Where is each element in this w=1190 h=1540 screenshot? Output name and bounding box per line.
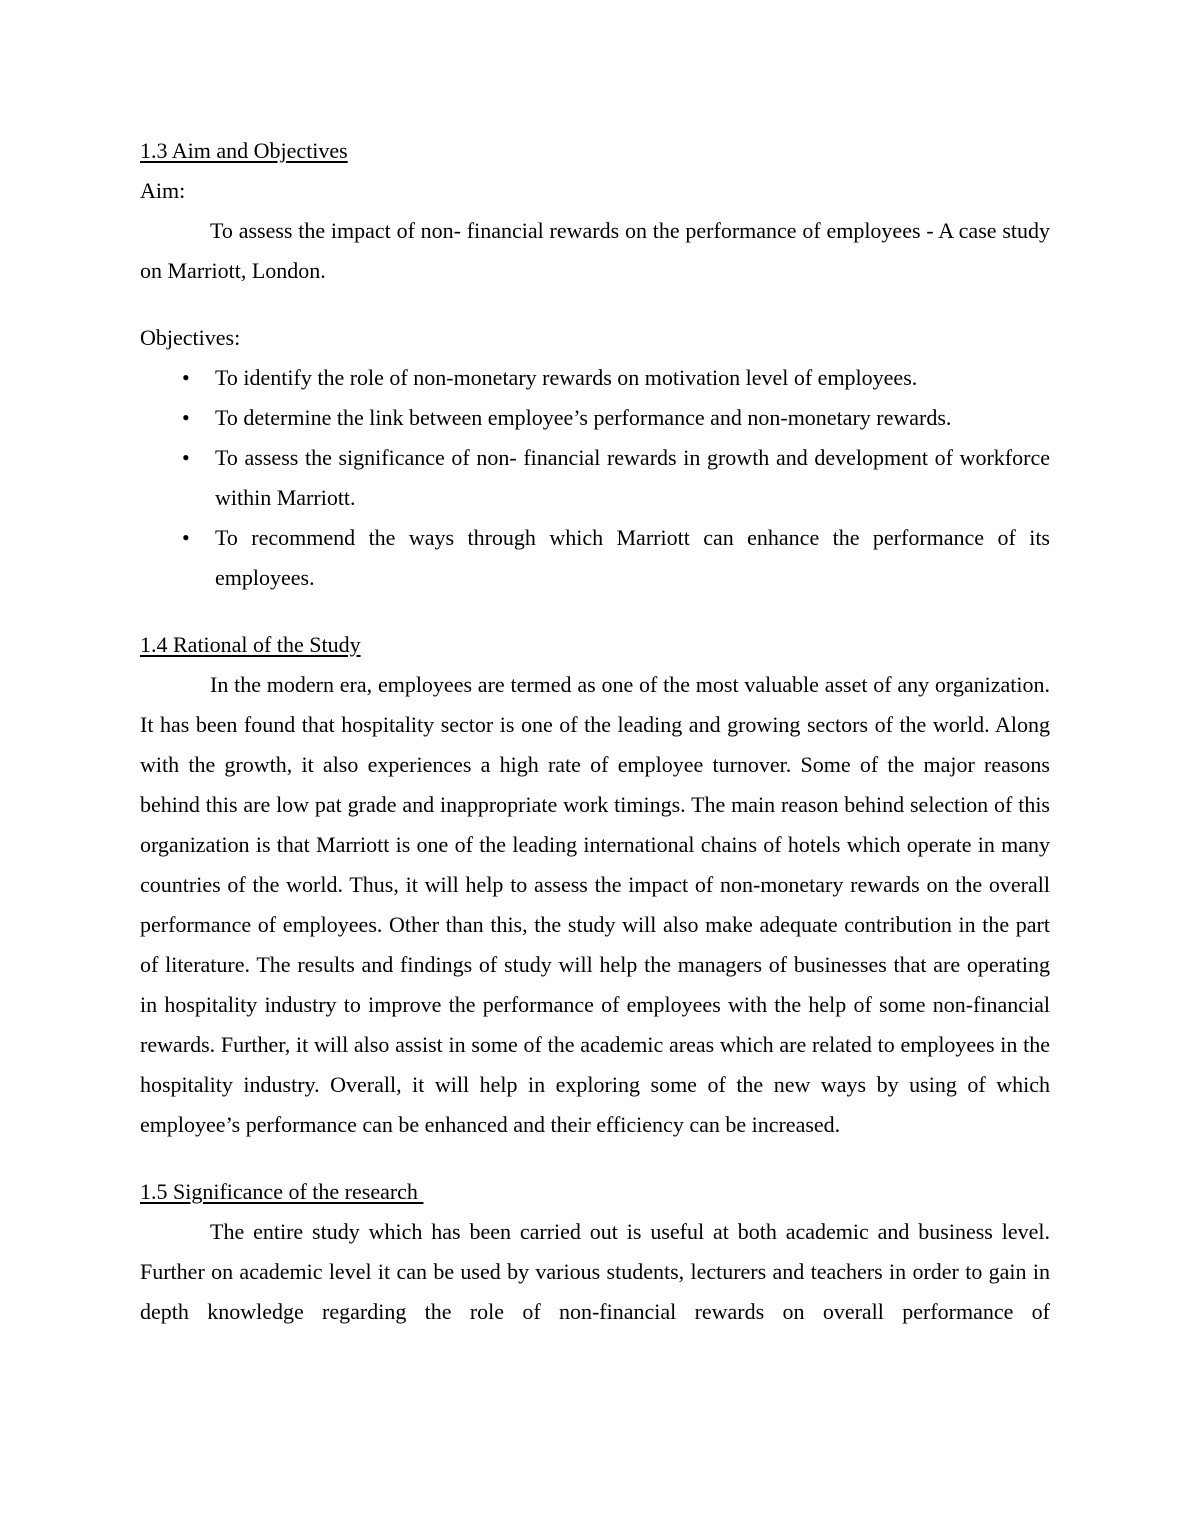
objective-text: To recommend the ways through which Marriott can enhance the performance of its employees.: [215, 525, 1050, 590]
bullet-icon: •: [182, 405, 190, 430]
section-heading-rationale: [140, 625, 1050, 665]
section-heading-significance-text: 1.5 Significance of the research: [140, 1179, 424, 1204]
aim-paragraph: To assess the impact of non- financial rewards on the performance of employees - A case study on Marriott, London.: [140, 218, 1050, 283]
significance-paragraph: The entire study which has been carried out is useful at both academic and business level. Further on academic level it can be used by various students, lecturers and teachers in order to gain in depth knowledge regarding the role of non-financial rewards on overall performance of: [140, 1219, 1050, 1324]
objectives-list: [140, 358, 1050, 598]
objective-text: To identify the role of non-monetary rewards on motivation level of employees.: [215, 365, 918, 390]
section-heading-aim-objectives-text: 1.3 Aim and Objectives: [140, 138, 348, 163]
objectives-label: Objectives:: [140, 325, 241, 350]
objective-item: [140, 398, 1050, 438]
section-heading-rationale-text: 1.4 Rational of the Study: [140, 632, 361, 657]
objective-text: To determine the link between employee’s performance and non-monetary rewards.: [215, 405, 952, 430]
objective-text: To assess the significance of non- financial rewards in growth and development of workforce within Marriott.: [215, 445, 1050, 510]
rationale-paragraph: In the modern era, employees are termed as one of the most valuable asset of any organization. It has been found that hospitality sector is one of the leading and growing sectors of the world. Along with the growth, it also experiences a high rate of employee turnover. Some of the major reasons behind this are low pat grade and inappropriate work timings. The main reason behind selection of this organization is that Marriott is one of the leading international chains of hotels which operate in many countries of the world. Thus, it will help to assess the impact of non-monetary rewards on the overall performance of employees. Other than this, the study will also make adequate contribution in the part of literature. The results and findings of study will help the managers of businesses that are operating in hospitality industry to improve the performance of employees with the help of some non-financial rewards. Further, it will also assist in some of the academic areas which are related to employees in the hospitality industry. Overall, it will help in exploring some of the new ways by using of which employee’s performance can be enhanced and their efficiency can be increased.: [140, 672, 1050, 1137]
bullet-icon: •: [182, 525, 190, 550]
objective-item: [140, 518, 1050, 598]
section-heading-significance: [140, 1172, 1050, 1212]
aim-label: Aim:: [140, 178, 186, 203]
section-heading-aim-objectives: [140, 131, 1050, 171]
bullet-icon: •: [182, 365, 190, 390]
objective-item: [140, 438, 1050, 518]
objective-item: [140, 358, 1050, 398]
bullet-icon: •: [182, 445, 190, 470]
